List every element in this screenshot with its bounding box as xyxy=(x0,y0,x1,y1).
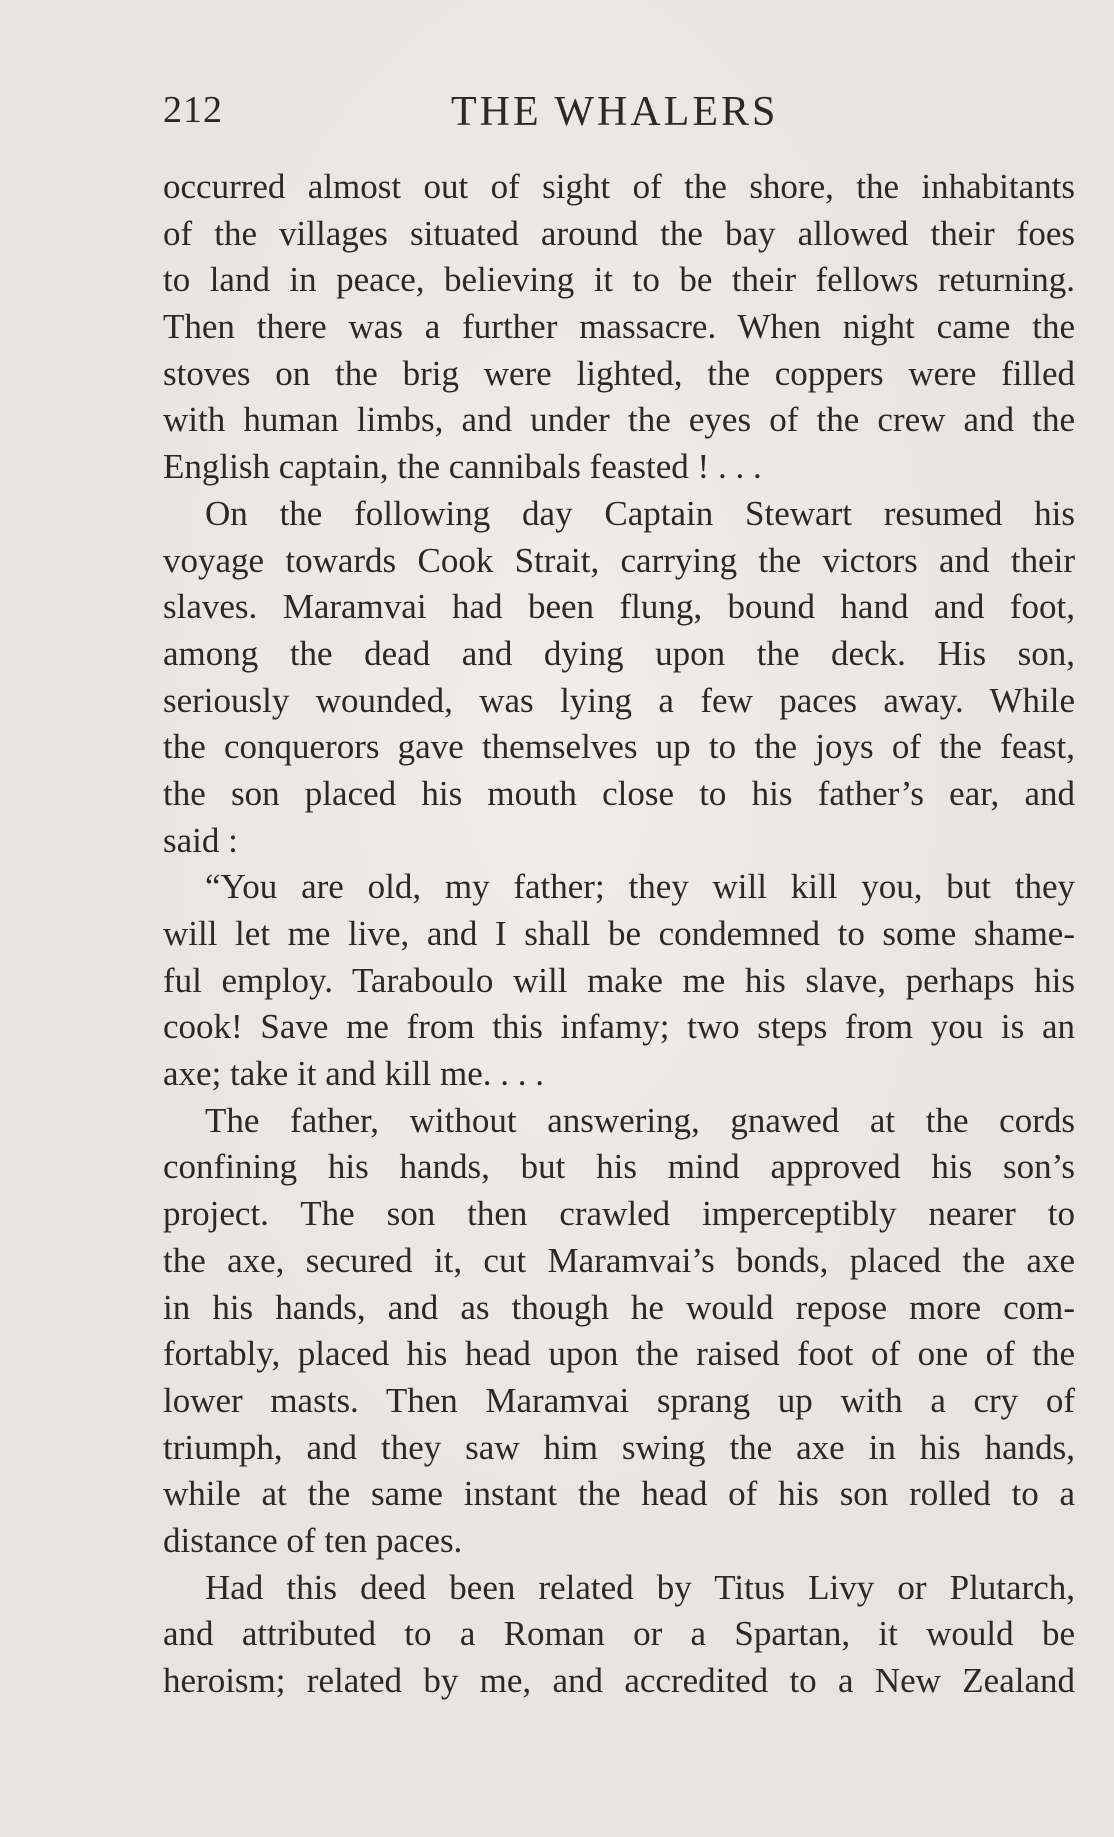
running-title: THE WHALERS xyxy=(451,89,779,135)
text-line: stoves on the brig were lighted, the coppers were filled xyxy=(163,353,1075,393)
text-line: the son placed his mouth close to his father’s ear, and xyxy=(163,773,1075,813)
text-line: Then there was a further massacre. When night came the xyxy=(163,307,1075,347)
text-line: distance of ten paces. xyxy=(163,1520,463,1560)
running-header xyxy=(163,88,1075,148)
text-line: to land in peace, believing it to be their fellows returning. xyxy=(163,260,1075,300)
text-line: and attributed to a Roman or a Spartan, it would be xyxy=(163,1614,1075,1654)
text-line: The father, without answering, gnawed at the cords xyxy=(205,1100,1075,1140)
text-line: the conquerors gave themselves up to the joys of the feast, xyxy=(163,727,1075,767)
text-line: project. The son then crawled imperceptibly nearer to xyxy=(163,1194,1075,1234)
text-line: Had this deed been related by Titus Livy or Plutarch, xyxy=(205,1567,1075,1607)
text-line: among the dead and dying upon the deck. His son, xyxy=(163,633,1075,673)
text-line: will let me live, and I shall be condemned to some shame- xyxy=(163,914,1075,953)
text-line: triumph, and they saw him swing the axe in his hands, xyxy=(163,1427,1075,1467)
text-line: fortably, placed his head upon the raised foot of one of the xyxy=(163,1334,1075,1374)
page-number: 212 xyxy=(163,89,223,131)
text-line: of the villages situated around the bay allowed their foes xyxy=(163,213,1075,253)
text-line: with human limbs, and under the eyes of the crew and the xyxy=(163,400,1075,440)
text-line: axe; take it and kill me. . . . xyxy=(163,1054,545,1094)
text-line: On the following day Captain Stewart resumed his xyxy=(205,493,1075,533)
text-line: lower masts. Then Maramvai sprang up with a cry of xyxy=(163,1380,1075,1420)
text-line: heroism; related by me, and accredited to a New Zealand xyxy=(163,1661,1075,1700)
text-line: cook! Save me from this infamy; two steps from you is an xyxy=(163,1007,1075,1047)
text-line: occurred almost out of sight of the shore, the inhabitants xyxy=(163,167,1075,206)
text-line: said : xyxy=(163,820,238,860)
text-line: ful employ. Taraboulo will make me his slave, perhaps his xyxy=(163,960,1075,1000)
text-line: the axe, secured it, cut Maramvai’s bonds, placed the axe xyxy=(163,1240,1075,1280)
text-line: while at the same instant the head of his son rolled to a xyxy=(163,1474,1075,1514)
text-line: confining his hands, but his mind approved his son’s xyxy=(163,1147,1075,1187)
text-line: in his hands, and as though he would repose more com- xyxy=(163,1287,1075,1327)
text-line: seriously wounded, was lying a few paces away. While xyxy=(163,680,1075,720)
text-line: “You are old, my father; they will kill you, but they xyxy=(205,867,1075,907)
text-line: slaves. Maramvai had been flung, bound hand and foot, xyxy=(163,587,1075,627)
text-line: English captain, the cannibals feasted ! . . . xyxy=(163,447,762,487)
body-text xyxy=(163,164,1075,1705)
text-line: voyage towards Cook Strait, carrying the victors and their xyxy=(163,540,1075,580)
